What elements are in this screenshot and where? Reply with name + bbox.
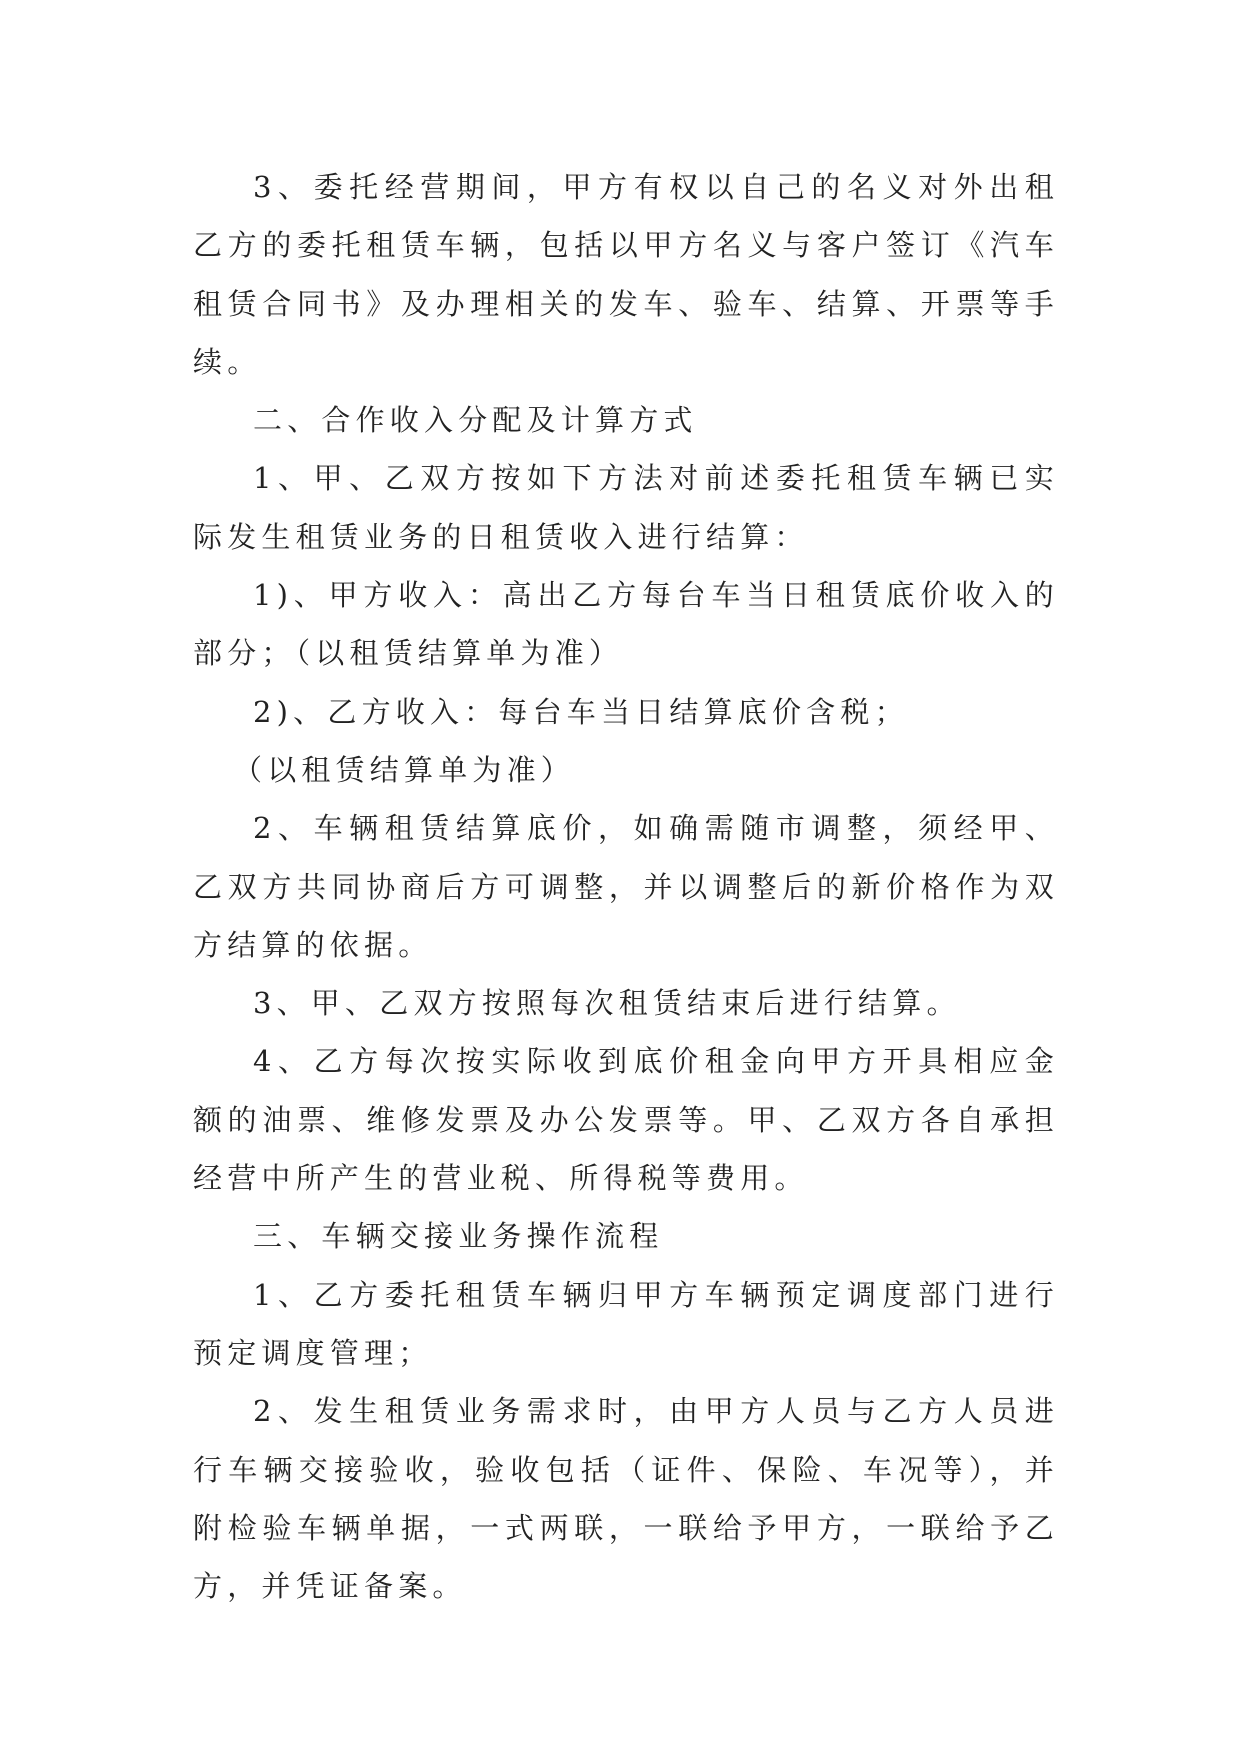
paragraph-party-b-income: 2)、乙方收入：每台车当日结算底价含税； [253,694,909,729]
paragraph-settlement-note: （以租赁结算单为准） [233,752,576,787]
paragraph-settlement-method: 1、甲、乙双方按如下方法对前述委托租赁车辆已实际发生租赁业务的日租赁收入进行结算： [193,461,1059,554]
paragraph-settlement-timing: 3、甲、乙双方按照每次租赁结束后进行结算。 [253,986,961,1021]
paragraph-handover-inspection: 2、发生租赁业务需求时，由甲方人员与乙方人员进行车辆交接验收，验收包括（证件、保险、车况等），并附检验车辆单据，一式两联，一联给予甲方，一联给予乙方，并凭证备案。 [193,1394,1059,1604]
paragraph-invoices-and-taxes: 4、乙方每次按实际收到底价租金向甲方开具相应金额的油票、维修发票及办公发票等。甲、乙双方各自承担经营中所产生的营业税、所得税等费用。 [193,1044,1059,1196]
paragraph-base-price-adjustment: 2、车辆租赁结算底价，如确需随市调整，须经甲、乙双方共同协商后方可调整，并以调整后的新价格作为双方结算的依据。 [193,811,1059,962]
paragraph-party-a-income: 1)、甲方收入：高出乙方每台车当日租赁底价收入的部分；（以租赁结算单为准） [193,578,1059,671]
document-body [193,158,1059,1615]
section-heading-income-distribution: 二、合作收入分配及计算方式 [253,403,698,438]
paragraph-entrusted-operation: 3、委托经营期间，甲方有权以自己的名义对外出租乙方的委托租赁车辆，包括以甲方名义与客户签订《汽车租赁合同书》及办理相关的发车、验车、结算、开票等手续。 [193,170,1059,379]
section-heading-vehicle-handover: 三、车辆交接业务操作流程 [253,1219,664,1254]
paragraph-dispatch-management: 1、乙方委托租赁车辆归甲方车辆预定调度部门进行预定调度管理； [193,1277,1059,1370]
